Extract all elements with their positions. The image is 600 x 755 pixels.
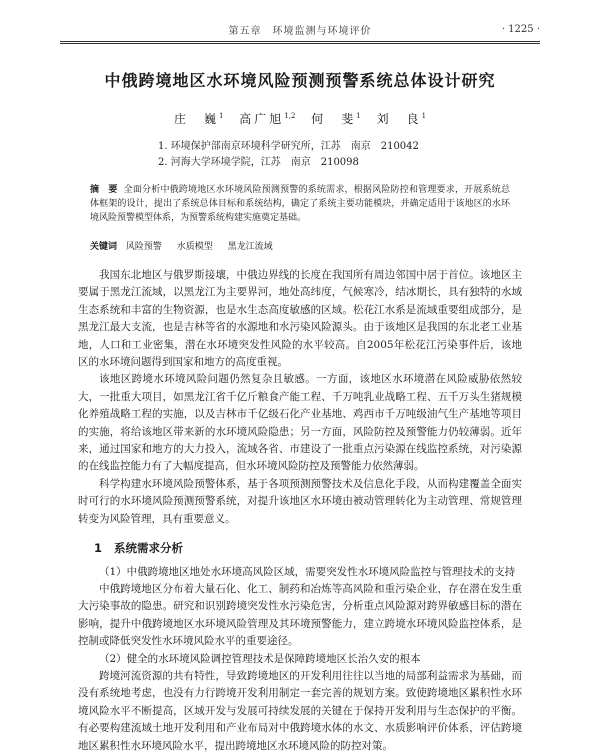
- paragraph: 科学构建水环境风险预警体系，基于各项预测预警技术及信息化手段，从而构建覆盖全面实时可行的水环境风险预测预警系统，对提升该地区水环境由被动管理转化为主动管理、常规管理转变为风险管理，具有重要意义。: [78, 477, 522, 525]
- author: 何 斐$^1$: [311, 112, 361, 126]
- paragraph: 该地区跨境水环境风险问题仍然复杂且敏感。一方面，该地区水环境潜在风险威胁依然较大，一批重大项目，如黑龙江省千亿斤粮食产能工程、千万吨乳业战略工程、五千万头生猪规模化养殖战略工程的实施，以及吉林市千亿级石化产业基地、鸡西市千万吨级油气生产基地等项目的实施，将给该地区带来新的水环境风险隐患；另一方面，风险防控及预警能力仍较薄弱。近年来，通过国家和地方的大力投入，流域各省、市建设了一批重点污染源在线监控系统，对污染源的在线监控能力有了大幅度提高，但水环境风险防控及预警能力依然薄弱。: [78, 373, 522, 473]
- author: 刘 良$^1$: [376, 112, 427, 126]
- affiliation: 2. 河海大学环境学院，江苏 南京 210098: [158, 157, 359, 168]
- header-rule-thin: [60, 43, 540, 44]
- section-heading: 1 系统需求分析: [94, 541, 184, 556]
- subsection-heading: （1）中俄跨境地区地处水环境高风险区域，需要突发性水环境风险监控与管理技术的支持: [99, 565, 516, 578]
- author: 庄 巍$^1$: [173, 112, 224, 126]
- paper-title: 中俄跨境地区水环境风险预测预警系统总体设计研究: [104, 71, 496, 90]
- paragraph: 中俄跨境地区分布着大量石化、化工、制药和冶炼等高风险和重污染企业，存在潜在发生重大污染事故的隐患。研究和识别跨境突发性水污染危害，分析重点风险源对跨界敏感目标的潜在影响，提升中俄跨境地区水环境风险管理及其环境预警能力，建立跨境水环境风险监控体系，是控制或降低突发性水环境风险水平的重要途径。: [78, 582, 522, 648]
- keyword: 黑龙江流域: [227, 242, 273, 252]
- subsection-heading: （2）健全的水环境风险调控管理技术是保障跨境地区长治久安的根本: [99, 652, 421, 665]
- paragraph: 我国东北地区与俄罗斯接壤，中俄边界线的长度在我国所有周边邻国中居于首位。该地区主要属于黑龙江流域，以黑龙江为主要界河，地处高纬度，气候寒冷，结冰期长，具有独特的水域生态系统和丰富的生物资源，也是水生态高度敏感的区域。松花江水系是流域重要组成部分，是黑龙江最大支流，也是吉林等省的水源地和水污染风险源头。由于该地区是我国的东北老工业基地，人口和工业密集，潜在水环境突发性风险的水平较高。自2005年松花江污染事件后，该地区的水环境问题得到国家和地方的高度重视。: [78, 269, 522, 369]
- author-line: [40, 110, 560, 127]
- page-number: · 1225 ·: [501, 23, 540, 35]
- abstract: [90, 183, 510, 225]
- chapter-title: 第五章 环境监测与环境评价: [228, 25, 372, 37]
- running-header: [60, 21, 540, 37]
- paragraph: 跨境河流资源的共有特性，导致跨境地区的开发利用往往以当地的局部利益需求为基础，而没有系统地考虑，也没有力行跨境开发利用制定一套完善的规划方案。致使跨境地区累积性水环境风险水平不断提高，区域开发与发展可持续发展的关键在于保持开发利用与生态保护的平衡。有必要构建流域土地开发利用和产业布局对中俄跨境水体的水文、水质影响评价体系，评估跨境地区累积性水环境风险水平，提出跨境地区水环境风险的防控对策。: [78, 669, 522, 752]
- keyword: 水质模型: [176, 242, 213, 252]
- keywords-label: 关键词: [90, 242, 118, 252]
- keyword: 风险预警: [125, 242, 162, 252]
- keywords: [90, 240, 510, 254]
- affiliation: 1. 环境保护部南京环境科学研究所，江苏 南京 210042: [158, 141, 419, 152]
- author: 高广旭$^{1,2}$: [239, 112, 296, 126]
- body-text: [78, 265, 522, 755]
- abstract-text: 全面分析中俄跨境地区水环境风险预测预警的系统需求，根据风险防控和管理要求，开展系统总体框架的设计，提出了系统总体目标和系统结构，确定了系统主要功能模块，并确定适用于该地区的水环境风险预警模型体系，为预警系统构建实施奠定基础。: [90, 185, 510, 223]
- abstract-label: 摘 要: [90, 185, 118, 195]
- header-rule: [60, 41, 540, 42]
